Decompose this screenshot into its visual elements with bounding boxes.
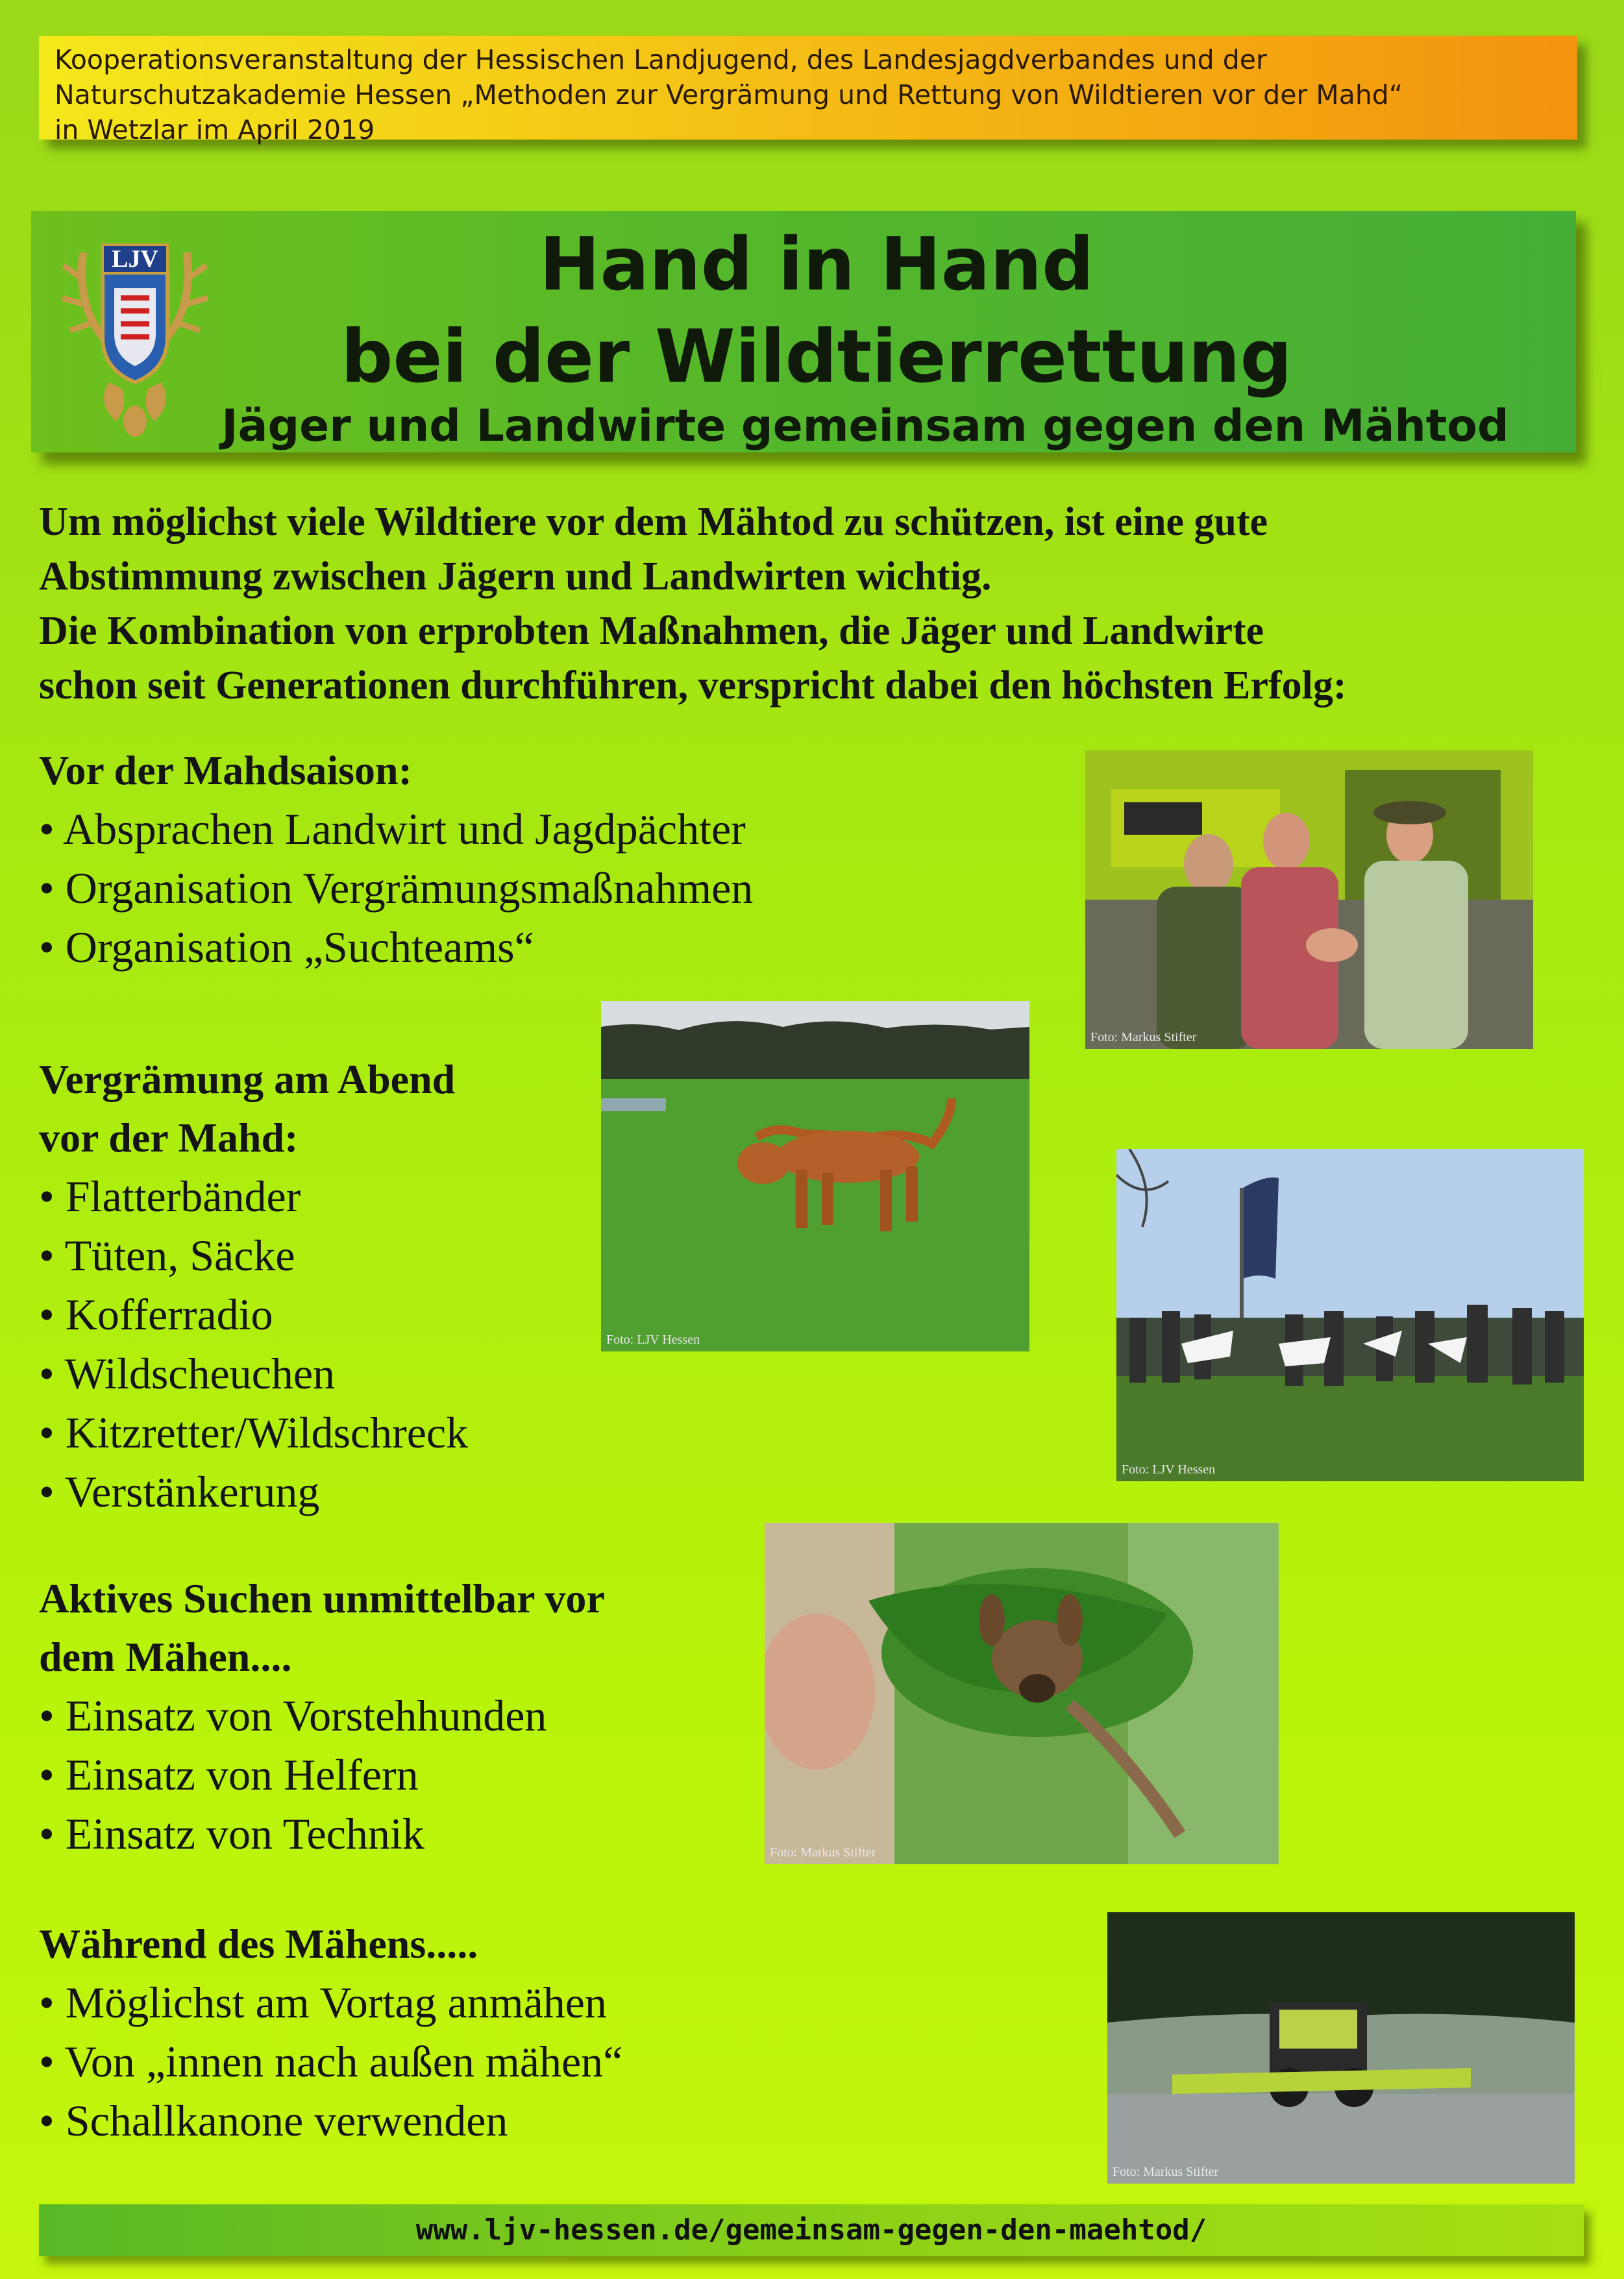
list-item: • Tüten, Säcke (39, 1231, 295, 1280)
section-heading: dem Mähen.... (39, 1634, 292, 1680)
intro-line: Die Kombination von erprobten Maßnahmen, die Jäger und Landwirte (39, 609, 1264, 653)
section-heading: vor der Mahd: (39, 1115, 299, 1161)
section-heading: Aktives Suchen unmittelbar vor (39, 1575, 605, 1621)
photo-credit: Foto: Markus Stifter (1090, 1030, 1197, 1044)
list-item: • Schallkanone verwenden (39, 2096, 508, 2145)
photo-crowd (1116, 1149, 1584, 1481)
section-heading: Vergrämung am Abend (39, 1056, 456, 1102)
list-item: • Flatterbänder (39, 1172, 301, 1221)
intro-line: Um möglichst viele Wildtiere vor dem Mähtod zu schützen, ist eine gute (39, 500, 1268, 544)
section-evening-deterrence (39, 1050, 468, 1521)
list-item: • Von „innen nach außen mähen“ (39, 2037, 623, 2086)
event-banner (39, 36, 1577, 145)
title-line-1: Hand in Hand (539, 223, 1094, 307)
logo-text: LJV (112, 245, 158, 273)
list-item: • Verstänkerung (39, 1467, 320, 1516)
list-item: • Organisation Vergrämungsmaßnahmen (39, 863, 754, 913)
event-banner-line: in Wetzlar im April 2019 (55, 114, 375, 145)
intro-line: schon seit Generationen durchführen, verspricht dabei den höchsten Erfolg: (39, 663, 1347, 708)
photo-credit: Foto: LJV Hessen (606, 1333, 700, 1347)
photo-credit: Foto: Markus Stifter (770, 1845, 876, 1860)
section-heading: Vor der Mahdsaison: (39, 747, 412, 793)
photo-dog (601, 1001, 1029, 1351)
list-item: • Einsatz von Helfern (39, 1750, 419, 1799)
photo-fawn (765, 1523, 1279, 1864)
section-before-season (39, 741, 753, 977)
section-heading: Während des Mähens..... (39, 1921, 478, 1967)
intro-paragraph (39, 495, 1597, 713)
list-item: • Möglichst am Vortag anmähen (39, 1978, 607, 2027)
list-item: • Wildscheuchen (39, 1349, 336, 1398)
photo-credit: Foto: Markus Stifter (1113, 2165, 1219, 2179)
list-item: • Einsatz von Technik (39, 1809, 424, 1858)
photo-handshake (1085, 750, 1533, 1049)
list-item: • Organisation „Suchteams“ (39, 922, 534, 972)
title-line-2: bei der Wildtierrettung (341, 315, 1292, 399)
list-item: • Absprachen Landwirt und Jagdpächter (39, 804, 746, 854)
photo-credit: Foto: LJV Hessen (1122, 1462, 1216, 1477)
photo-tractor (1107, 1912, 1575, 2184)
section-active-search (39, 1570, 605, 1864)
intro-line: Abstimmung zwischen Jägern und Landwirten wichtig. (39, 554, 992, 598)
event-banner-line: Naturschutzakademie Hessen „Methoden zur Vergrämung und Rettung von Wildtieren vor der Mahd“ (55, 79, 1403, 110)
list-item: • Kitzretter/Wildschreck (39, 1408, 469, 1457)
title-subtitle: Jäger und Landwirte gemeinsam gegen den Mähtod (221, 400, 1509, 452)
list-item: • Kofferradio (39, 1290, 273, 1339)
section-during-mowing (39, 1915, 622, 2150)
title-box (31, 211, 1576, 452)
list-item: • Einsatz von Vorstehhunden (39, 1691, 547, 1740)
footer-url[interactable]: www.ljv-hessen.de/gemeinsam-gegen-den-maehtod/ (39, 2204, 1584, 2256)
event-banner-line: Kooperationsveranstaltung der Hessischen Landjugend, des Landesjagdverbandes und der (55, 44, 1267, 75)
